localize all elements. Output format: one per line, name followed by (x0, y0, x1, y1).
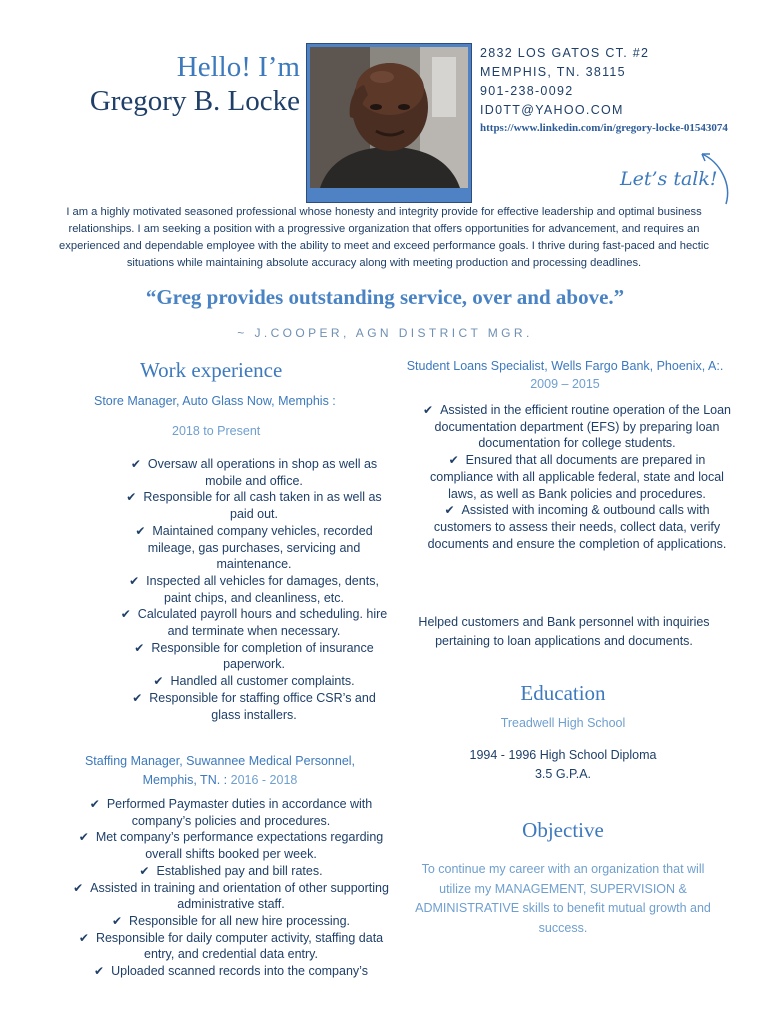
work-experience-heading: Work experience (140, 358, 283, 382)
job3-title: Student Loans Specialist, Wells Fargo Bank, Phoenix, A:. (406, 359, 724, 373)
checkmark-icon: ✔ (78, 830, 89, 845)
checkmark-icon: ✔ (139, 863, 150, 878)
profile-photo (306, 43, 472, 203)
job3-dates: 2009 – 2015 (530, 377, 600, 391)
checkmark-icon: ✔ (448, 453, 459, 468)
checkmark-icon: ✔ (78, 930, 89, 945)
checkmark-icon: ✔ (135, 523, 146, 538)
list-item: ✔ Uploaded scanned records into the company’s (94, 964, 368, 979)
list-item: ✔ Oversaw all operations in shop as well as mobile and office. (130, 457, 378, 488)
checkmark-icon: ✔ (120, 607, 131, 622)
checkmark-icon: ✔ (73, 880, 84, 895)
list-item: ✔ Assisted in training and orientation of other supporting administrative staff. (73, 880, 389, 912)
checkmark-icon: ✔ (111, 913, 123, 928)
list-item: ✔ Responsible for daily computer activity, staffing data entry, and credential data entry. (78, 930, 384, 962)
checkmark-icon: ✔ (129, 573, 140, 588)
job2-duties (72, 796, 390, 980)
address-line-1: 2832 LOS GATOS CT. #2 (480, 46, 650, 60)
list-item: ✔ Responsible for all new hire processing. (111, 913, 350, 928)
linkedin-link[interactable]: https://www.linkedin.com/in/gregory-locke-01543074 (480, 122, 728, 134)
checkmark-icon: ✔ (126, 490, 137, 505)
education-details (400, 746, 726, 784)
degree: 1994 - 1996 High School Diploma (469, 748, 657, 762)
lets-talk-note: Let’s talk! (620, 168, 718, 190)
list-item: ✔ Ensured that all documents are prepared in compliance with all applicable federal, state and local laws, as well as Bank policies and procedures. (430, 453, 724, 501)
greeting: Hello! I’m (176, 51, 300, 83)
list-item: ✔ Handled all customer complaints. (153, 674, 355, 689)
job2-header (70, 752, 370, 790)
school-name: Treadwell High School (500, 716, 626, 730)
list-item: ✔ Responsible for all cash taken in as well as paid out. (126, 490, 382, 522)
list-item: ✔ Established pay and bill rates. (139, 863, 323, 878)
job3-note: Helped customers and Bank personnel with inquiries pertaining to loan applications and documents. (418, 615, 710, 648)
education-heading: Education (520, 681, 606, 705)
email-address[interactable]: ID0TT@YAHOO.COM (480, 103, 624, 117)
checkmark-icon: ✔ (444, 503, 455, 518)
checkmark-icon: ✔ (134, 640, 145, 655)
list-item: ✔ Responsible for completion of insurance paperwork. (134, 640, 374, 672)
job2-title: Staffing Manager, Suwannee Medical Personnel, Memphis, TN. : (84, 754, 356, 787)
testimonial-author: ~ J.COOPER, AGN DISTRICT MGR. (237, 326, 533, 340)
list-item: ✔ Calculated payroll hours and scheduling. hire and terminate when necessary. (120, 607, 388, 639)
list-item: ✔ Assisted in the efficient routine operation of the Loan documentation department (EFS) by preparing loan documentation for college students. (423, 403, 731, 451)
objective-heading: Objective (522, 818, 604, 842)
job1-dates: 2018 to Present (172, 424, 261, 438)
contact-block (480, 44, 750, 136)
gpa: 3.5 G.P.A. (534, 767, 592, 781)
address-line-2: MEMPHIS, TN. 38115 (480, 65, 626, 79)
job1-duties (118, 456, 390, 723)
list-item: ✔ Met company’s performance expectations regarding overall shifts booked per week. (78, 830, 384, 862)
list-item: ✔ Maintained company vehicles, recorded mileage, gas purchases, servicing and maintenance. (135, 523, 373, 572)
portrait-image (310, 47, 468, 188)
applicant-name: Gregory B. Locke (89, 85, 300, 117)
checkmark-icon: ✔ (132, 690, 143, 705)
checkmark-icon: ✔ (130, 457, 141, 471)
job3-duties (420, 402, 734, 552)
checkmark-icon: ✔ (94, 964, 105, 979)
checkmark-icon: ✔ (89, 797, 100, 811)
list-item: ✔ Inspected all vehicles for damages, dents, paint chips, and cleanliness, etc. (129, 573, 379, 605)
job1-title: Store Manager, Auto Glass Now, Memphis : (94, 394, 336, 408)
list-item: ✔ Performed Paymaster duties in accordance with company’s policies and procedures. (89, 797, 373, 828)
phone-number[interactable]: 901-238-0092 (480, 84, 574, 98)
checkmark-icon: ✔ (153, 674, 164, 689)
summary-paragraph: I am a highly motivated seasoned professional whose honesty and integrity provide for effective leadership and optimal business relationships. I am seeking a position with a progressive organization that offers opportunities for advancement, and requires an experienced and dependable employee with the ability to meet and exceed performance goals. I thrive during fast-paced and hectic situations while maintaining absolute accuracy along with meeting production and processing deadlines. (59, 206, 709, 269)
checkmark-icon: ✔ (423, 403, 434, 417)
testimonial-quote: “Greg provides outstanding service, over and above.” (145, 285, 625, 309)
list-item: ✔ Responsible for staffing office CSR’s and glass installers. (132, 690, 376, 722)
list-item: ✔ Assisted with incoming & outbound calls with customers to assess their needs, collect data, verify documents and ensure the completion of applications. (427, 503, 727, 551)
job2-dates: 2016 - 2018 (230, 773, 298, 787)
objective-text: To continue my career with an organization that will utilize my MANAGEMENT, SUPERVISION & ADMINISTRATIVE skills to benefit mutual growth and success. (415, 862, 711, 935)
